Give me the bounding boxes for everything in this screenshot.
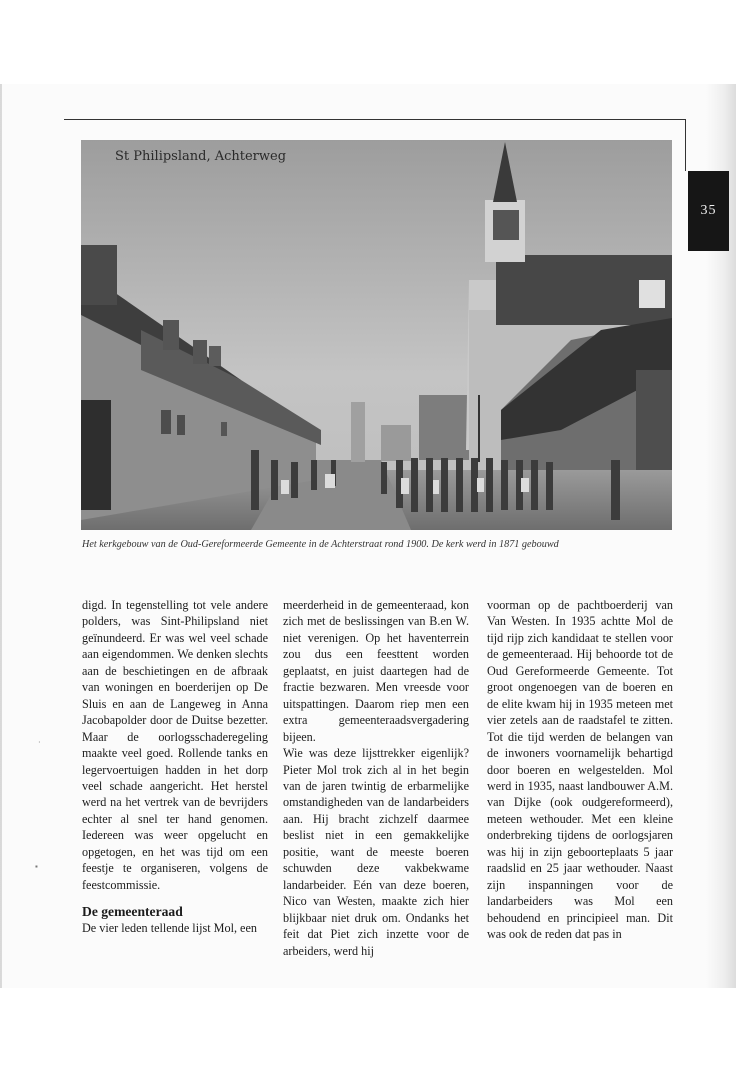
paragraph: Wie was deze lijsttrekker eigenlijk? Pieter Mol trok zich al in het begin van de jaren twintig de erbarmelijke omstandigheden van de landarbeiders aan. Hij bracht zichzelf daarmee beslist niet in een gemakkelijke positie, want de meeste boeren schuwden deze vakbekwame landarbeider. Eén van deze boeren, Nico van Westen, maakte zich hier blijkbaar niet druk om. Ondanks het feit dat Piet zich inzette voor de arbeiders, werd hij [283, 746, 469, 958]
photo-caption: Het kerkgebouw van de Oud-Gereformeerde Gemeente in de Achterstraat rond 1900. De kerk werd in 1871 gebouwd [82, 539, 559, 550]
photo-handwritten-title: St Philipsland, Achterweg [115, 149, 287, 164]
distant-house [381, 425, 411, 461]
window [177, 415, 185, 435]
street-church-illustration [81, 140, 672, 530]
paragraph: voorman op de pachtboerderij van Van Westen. In 1935 achtte Mol de tijd rijp zich kandidaat te stellen voor de gemeenteraad. Hij behoorde tot de Oud Gereformeerde Gemeente. Tot groot ongenoegen van de boeren en de elite kwam hij in 1935 meteen met vier zetels aan de raadstafel te zitten. Tot die tijd werden de belangen van de inwoners voornamelijk behartigd door boeren en welgestelden. Mol werd in 1935, naast landbouwer A.M. van Dijke (ook oudgereformeerd), meteen wethouder. Met een kleine onderbreking tijdens de oorlogsjaren was hij in zijn geboorteplaats 5 jaar raadslid en 25 jaar wethouder. Naast zijn inspanningen voor de landarbeiders was Mol een behoudend en principieel man. Dit was ook de reden dat pas in [487, 598, 673, 942]
page-number-tab [688, 171, 729, 251]
chimney [193, 340, 207, 364]
text-column-1 [82, 597, 268, 937]
distant-tree [351, 402, 365, 462]
historic-photo [81, 140, 672, 530]
paragraph: De vier leden tellende lijst Mol, een [82, 921, 257, 936]
page-number: 35 [700, 203, 717, 218]
chimney [209, 346, 221, 366]
scan-speck: · [38, 738, 41, 747]
paragraph: digd. In tegenstelling tot vele andere polders, was Sint-Philipsland niet geïnundeerd. Er was wel veel schade aan eigendommen. We denken slechts aan de beschietingen en de afbraak van woningen en boerderijen op De Sluis en aan de Langeweg in Anna Jacobapolder door de Duitse bezetter. Maar de oorlogsschaderegeling maakte veel goed. Rollende tanks en legervoertuigen hadden in het dorp veel schade aangericht. Het herstel werd na het vertrek van de bevrijders echter al snel ter hand genomen. Iedereen was weer opgelucht en opgetogen, en het was tijd om een feestje te organiseren, volgens de feestcommissie. [82, 598, 268, 892]
text-column-3 [487, 597, 673, 943]
scan-speck: ▪ [35, 862, 38, 871]
chimney-front [81, 245, 117, 305]
bell-opening [493, 210, 519, 240]
text-column-2 [283, 597, 469, 959]
left-doorway [81, 400, 111, 510]
window [161, 410, 171, 434]
paragraph: meerderheid in de gemeenteraad, kon zich met de beslissingen van B.en W. niet verenigen. Op het haventerrein zou dus een feesttent worden geplaatst, en juist daartegen had de fractie bezwaren. Men vreesde voor uitspattingen. Daarom riep men een extra gemeenteraadsvergadering bijeen. [283, 598, 469, 744]
chimney [163, 320, 179, 350]
header-rule-vertical [685, 119, 686, 171]
window [221, 422, 227, 436]
section-heading: De gemeenteraad [82, 904, 183, 920]
middle-building [419, 395, 469, 460]
right-house-door [636, 370, 672, 470]
dormer-window [639, 280, 665, 308]
header-rule [64, 119, 686, 120]
